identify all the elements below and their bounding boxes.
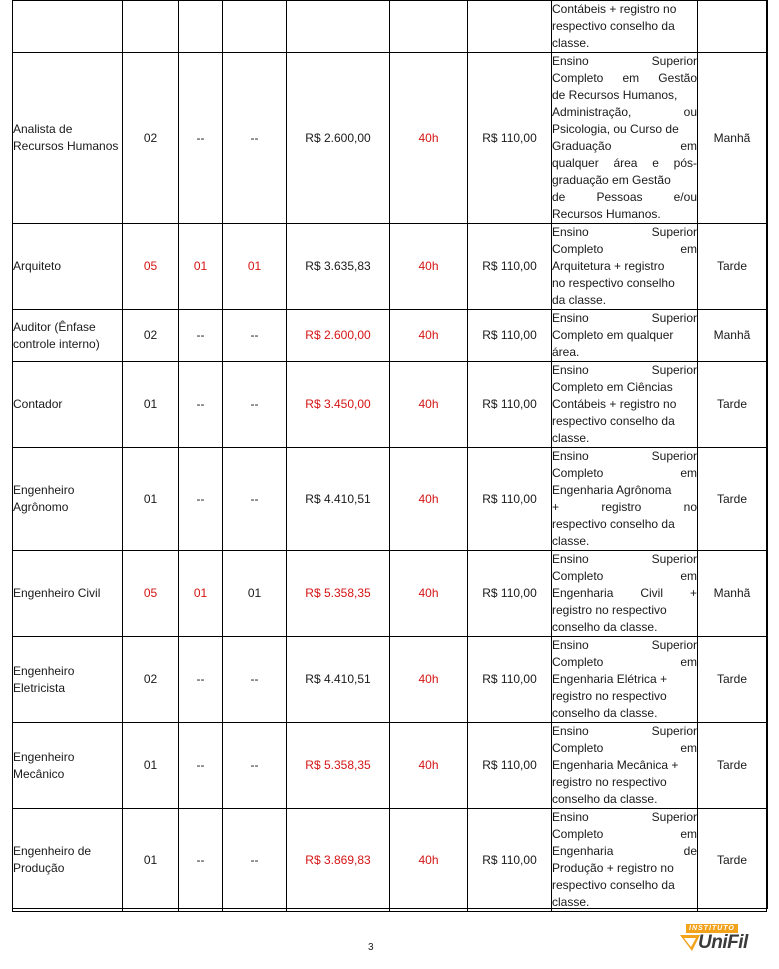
requisito-line: registro no respectivo xyxy=(552,775,667,789)
requisitos-cell xyxy=(552,310,698,362)
requisito-line: Ensino Superior xyxy=(552,724,697,738)
vagas-cell: 01 xyxy=(123,723,179,809)
taxa-inscricao-cell: R$ 110,00 xyxy=(468,310,552,362)
requisito-line: Ensino Superior xyxy=(552,54,697,68)
requisito-line: Engenharia de xyxy=(552,844,697,858)
pcd-cell: -- xyxy=(179,310,223,362)
table-row xyxy=(13,1,767,53)
requisito-line: classe. xyxy=(552,431,590,445)
requisito-line: área. xyxy=(552,345,580,359)
carga-horaria-cell: 40h xyxy=(390,224,468,310)
requisito-line: Completo em xyxy=(552,466,697,480)
cargo-cell: Engenheiro Eletricista xyxy=(13,637,123,723)
requisito-line: respectivo conselho da xyxy=(552,517,675,531)
salario-cell: R$ 3.869,83 xyxy=(287,809,390,912)
requisito-line: registro no respectivo xyxy=(552,603,667,617)
afro-cell: -- xyxy=(223,53,287,224)
pcd-cell: 01 xyxy=(179,224,223,310)
requisito-line: Administração, ou xyxy=(552,105,697,119)
requisito-line: de Recursos Humanos, xyxy=(552,88,678,102)
requisito-line: Psicologia, ou Curso de xyxy=(552,122,679,136)
pcd-cell: 01 xyxy=(179,551,223,637)
table-row xyxy=(13,53,767,224)
requisito-line: Completo em xyxy=(552,242,697,256)
vacancy-table-body xyxy=(13,1,767,912)
taxa-inscricao-cell: R$ 110,00 xyxy=(468,224,552,310)
salario-cell: R$ 3.635,83 xyxy=(287,224,390,310)
table-row xyxy=(13,809,767,912)
turno-cell: Manhã xyxy=(698,53,767,224)
turno-cell: Manhã xyxy=(698,551,767,637)
turno-cell: Manhã xyxy=(698,310,767,362)
requisito-line: Arquitetura + registro xyxy=(552,259,665,273)
vagas-cell: 05 xyxy=(123,551,179,637)
turno-cell: Tarde xyxy=(698,362,767,448)
turno-cell: Tarde xyxy=(698,448,767,551)
salario-cell: R$ 2.600,00 xyxy=(287,310,390,362)
afro-cell: -- xyxy=(223,723,287,809)
table-row xyxy=(13,723,767,809)
salario-cell: R$ 3.450,00 xyxy=(287,362,390,448)
turno-cell: Tarde xyxy=(698,723,767,809)
requisitos-cell xyxy=(552,809,698,912)
vagas-cell: 05 xyxy=(123,224,179,310)
salario-cell: R$ 4.410,51 xyxy=(287,637,390,723)
taxa-inscricao-cell: R$ 110,00 xyxy=(468,723,552,809)
requisito-line: registro no respectivo xyxy=(552,689,667,703)
carga-horaria-cell: 40h xyxy=(390,448,468,551)
requisitos-cell xyxy=(552,53,698,224)
requisito-line: Completo em xyxy=(552,827,697,841)
afro-cell xyxy=(223,1,287,53)
logo-brand: UniFil xyxy=(698,932,748,953)
requisito-line: Ensino Superior xyxy=(552,638,697,652)
afro-cell: 01 xyxy=(223,224,287,310)
requisito-line: conselho da classe. xyxy=(552,620,658,634)
requisito-line: Produção + registro no xyxy=(552,861,674,875)
requisito-line: da classe. xyxy=(552,293,607,307)
requisito-line: Completo em Ciências xyxy=(552,380,673,394)
requisito-line: Contábeis + registro no xyxy=(552,397,677,411)
requisito-line: Completo em qualquer xyxy=(552,328,674,342)
turno-cell: Tarde xyxy=(698,809,767,912)
requisito-line: Ensino Superior xyxy=(552,810,697,824)
pcd-cell: -- xyxy=(179,637,223,723)
requisito-line: Completo em xyxy=(552,655,697,669)
logo-tag: INSTITUTO xyxy=(686,924,738,933)
table-row xyxy=(13,224,767,310)
unifil-logo xyxy=(678,921,758,957)
requisito-line: conselho da classe. xyxy=(552,792,658,806)
requisitos-cell xyxy=(552,362,698,448)
vagas-cell: 02 xyxy=(123,637,179,723)
requisito-line: Engenharia Elétrica + xyxy=(552,672,668,686)
carga-horaria-cell xyxy=(390,1,468,53)
vagas-cell: 01 xyxy=(123,809,179,912)
cargo-cell: Engenheiro Agrônomo xyxy=(13,448,123,551)
requisito-line: Ensino Superior xyxy=(552,225,697,239)
carga-horaria-cell: 40h xyxy=(390,53,468,224)
salario-cell xyxy=(287,1,390,53)
salario-cell: R$ 5.358,35 xyxy=(287,551,390,637)
salario-cell: R$ 2.600,00 xyxy=(287,53,390,224)
requisito-line: graduação em Gestão xyxy=(552,173,671,187)
requisitos-cell xyxy=(552,224,698,310)
cargo-cell: Engenheiro Civil xyxy=(13,551,123,637)
requisito-line: conselho da classe. xyxy=(552,706,658,720)
requisito-line: Engenharia Mecânica + xyxy=(552,758,679,772)
taxa-inscricao-cell: R$ 110,00 xyxy=(468,53,552,224)
afro-cell: -- xyxy=(223,310,287,362)
afro-cell: 01 xyxy=(223,551,287,637)
vagas-cell xyxy=(123,1,179,53)
salario-cell: R$ 4.410,51 xyxy=(287,448,390,551)
carga-horaria-cell: 40h xyxy=(390,551,468,637)
cargo-cell: Arquiteto xyxy=(13,224,123,310)
requisito-line: respectivo conselho da xyxy=(552,19,675,33)
cargo-cell: Engenheiro de Produção xyxy=(13,809,123,912)
requisito-line: Ensino Superior xyxy=(552,552,697,566)
requisito-line: de Pessoas e/ou xyxy=(552,190,697,204)
requisito-line: Engenharia Civil + xyxy=(552,586,697,600)
requisito-line: Completo em Gestão xyxy=(552,71,697,85)
requisito-line: no respectivo conselho xyxy=(552,276,675,290)
requisito-line: Recursos Humanos. xyxy=(552,207,661,221)
afro-cell: -- xyxy=(223,637,287,723)
carga-horaria-cell: 40h xyxy=(390,723,468,809)
cargo-cell: Auditor (Ênfase controle interno) xyxy=(13,310,123,362)
requisito-line: + registro no xyxy=(552,500,697,514)
cargo-cell: Analista de Recursos Humanos xyxy=(13,53,123,224)
pcd-cell: -- xyxy=(179,723,223,809)
requisito-line: classe. xyxy=(552,36,590,50)
vagas-cell: 01 xyxy=(123,362,179,448)
turno-cell: Tarde xyxy=(698,224,767,310)
pcd-cell: -- xyxy=(179,809,223,912)
vacancy-table xyxy=(12,0,767,912)
requisito-line: Completo em xyxy=(552,741,697,755)
salario-cell: R$ 5.358,35 xyxy=(287,723,390,809)
carga-horaria-cell: 40h xyxy=(390,310,468,362)
vagas-cell: 01 xyxy=(123,448,179,551)
taxa-inscricao-cell: R$ 110,00 xyxy=(468,362,552,448)
requisitos-cell xyxy=(552,448,698,551)
afro-cell: -- xyxy=(223,362,287,448)
table-row xyxy=(13,362,767,448)
vagas-cell: 02 xyxy=(123,53,179,224)
pcd-cell: -- xyxy=(179,53,223,224)
requisito-line: qualquer área e pós- xyxy=(552,156,697,170)
turno-cell: Tarde xyxy=(698,637,767,723)
requisito-line: Ensino Superior xyxy=(552,449,697,463)
taxa-inscricao-cell: R$ 110,00 xyxy=(468,448,552,551)
requisito-line: respectivo conselho da xyxy=(552,414,675,428)
carga-horaria-cell: 40h xyxy=(390,637,468,723)
taxa-inscricao-cell: R$ 110,00 xyxy=(468,637,552,723)
requisito-line: classe. xyxy=(552,534,590,548)
pcd-cell xyxy=(179,1,223,53)
turno-cell xyxy=(698,1,767,53)
requisito-line: Ensino Superior xyxy=(552,311,697,325)
vagas-cell: 02 xyxy=(123,310,179,362)
table-row xyxy=(13,551,767,637)
taxa-inscricao-cell: R$ 110,00 xyxy=(468,809,552,912)
requisito-line: Graduação em xyxy=(552,139,697,153)
carga-horaria-cell: 40h xyxy=(390,809,468,912)
pcd-cell: -- xyxy=(179,448,223,551)
afro-cell: -- xyxy=(223,448,287,551)
table-row xyxy=(13,448,767,551)
cargo-cell: Engenheiro Mecânico xyxy=(13,723,123,809)
pcd-cell: -- xyxy=(179,362,223,448)
requisitos-cell xyxy=(552,637,698,723)
requisito-line: Ensino Superior xyxy=(552,363,697,377)
table-row xyxy=(13,637,767,723)
table-row xyxy=(13,310,767,362)
requisito-line: Contábeis + registro no xyxy=(552,2,677,16)
taxa-inscricao-cell: R$ 110,00 xyxy=(468,551,552,637)
cargo-cell: Contador xyxy=(13,362,123,448)
cargo-cell xyxy=(13,1,123,53)
requisitos-cell xyxy=(552,1,698,53)
afro-cell: -- xyxy=(223,809,287,912)
page-number: 3 xyxy=(368,942,374,953)
requisito-line: Engenharia Agrônoma xyxy=(552,483,672,497)
requisito-line: Completo em xyxy=(552,569,697,583)
requisito-line: classe. xyxy=(552,895,590,909)
requisito-line: respectivo conselho da xyxy=(552,878,675,892)
taxa-inscricao-cell xyxy=(468,1,552,53)
requisitos-cell xyxy=(552,723,698,809)
carga-horaria-cell: 40h xyxy=(390,362,468,448)
requisitos-cell xyxy=(552,551,698,637)
